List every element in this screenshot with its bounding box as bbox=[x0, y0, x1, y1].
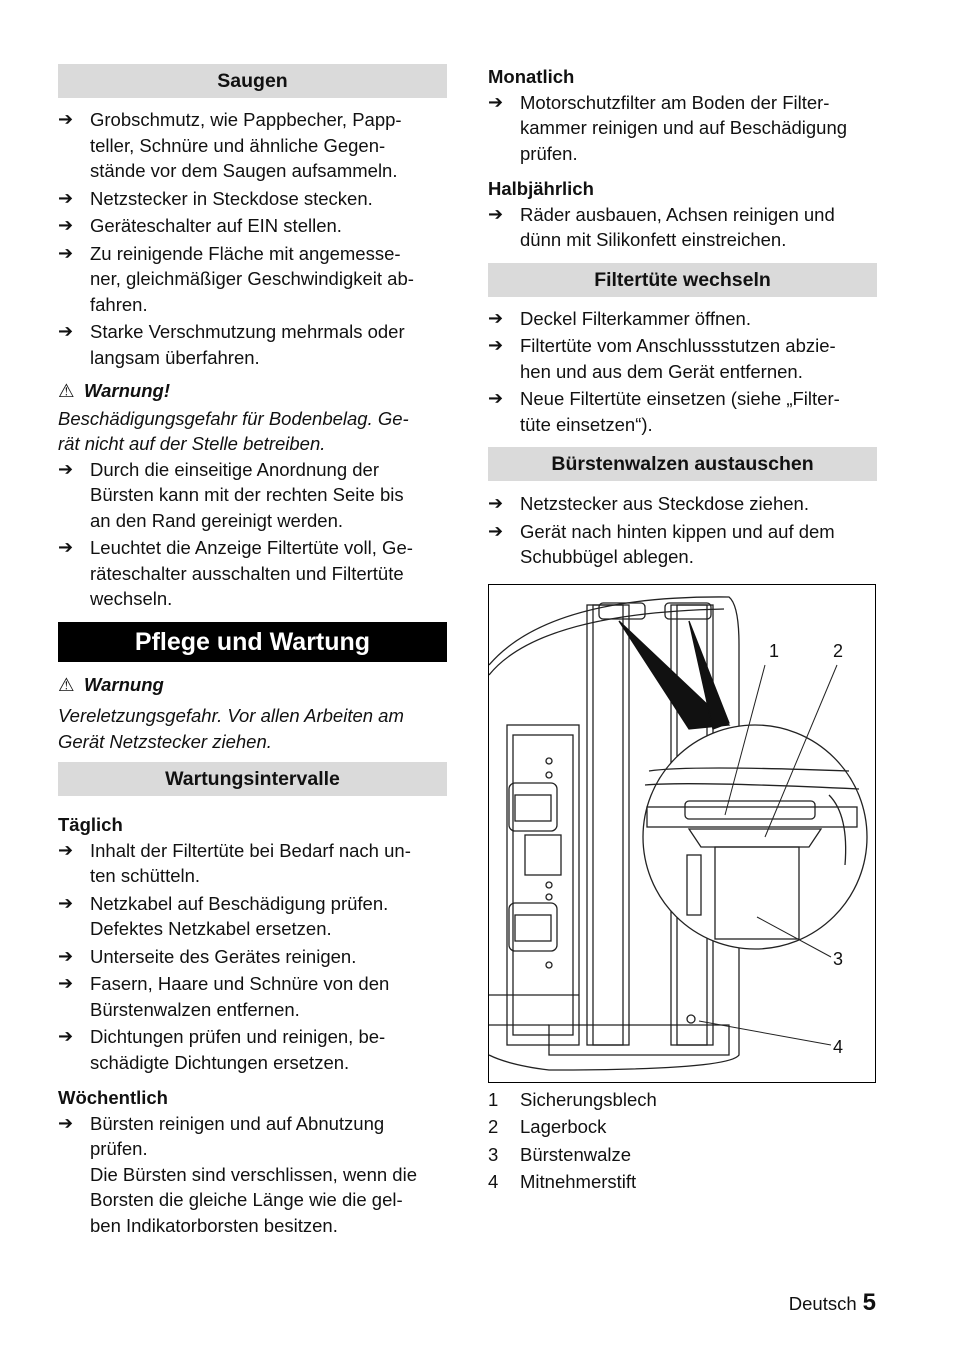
list-item-text: Leuchtet die Anzeige Filtertüte voll, Ge- räteschalter ausschalten und Filtertüte wechseln. bbox=[90, 537, 413, 609]
arrow-right-icon: ➔ bbox=[58, 458, 74, 479]
monatlich-list bbox=[488, 90, 877, 167]
list-item bbox=[58, 457, 447, 534]
list-item-text: Gerät nach hinten kippen und auf dem Schubbügel ablegen. bbox=[520, 520, 835, 567]
saugen-list-2 bbox=[58, 457, 447, 612]
list-item bbox=[488, 202, 877, 253]
brush-roller-illustration bbox=[489, 585, 875, 1082]
list-item-text: Starke Verschmutzung mehrmals oder langsam überfahren. bbox=[90, 321, 405, 368]
arrow-right-icon: ➔ bbox=[488, 91, 504, 112]
legend-row bbox=[488, 1114, 877, 1140]
list-item-text: Netzkabel auf Beschädigung prüfen. Defektes Netzkabel ersetzen. bbox=[90, 892, 389, 939]
page-footer bbox=[789, 1290, 876, 1317]
technical-drawing-brush-roller bbox=[488, 584, 876, 1083]
arrow-right-icon: ➔ bbox=[58, 839, 74, 860]
list-item-text: Bürsten reinigen und auf Abnutzung prüfen. Die Bürsten sind verschlissen, wenn die Borsten die gleiche Länge wie die gel- ben Indikatorborsten besitzen. bbox=[90, 1112, 417, 1236]
halbjaehrlich-list bbox=[488, 202, 877, 253]
arrow-right-icon: ➔ bbox=[488, 388, 504, 408]
list-item bbox=[488, 491, 877, 517]
subheading-monatlich: Monatlich bbox=[488, 66, 575, 87]
warning-heading-pflege: ⚠ Warnung bbox=[58, 672, 447, 698]
buerstenwalzen-list bbox=[488, 491, 877, 570]
callout-2: 2 bbox=[833, 640, 844, 661]
arrow-right-icon: ➔ bbox=[58, 242, 74, 263]
legend-label: Mitnehmerstift bbox=[520, 1171, 637, 1192]
right-column bbox=[488, 64, 877, 1197]
arrow-right-icon: ➔ bbox=[58, 215, 74, 235]
warning-heading-saugen: ⚠ Warnung! bbox=[58, 378, 447, 404]
list-item-text: Dichtungen prüfen und reinigen, be- schädigte Dichtungen ersetzen. bbox=[90, 1026, 386, 1073]
callout-1: 1 bbox=[769, 640, 780, 661]
warning-triangle-icon: ⚠ bbox=[58, 380, 75, 401]
list-item-text: Zu reinigende Fläche mit angemesse- ner, gleichmäßiger Geschwindigkeit ab- fahren. bbox=[90, 242, 414, 315]
list-item-text: Filtertüte vom Anschlussstutzen abzie- hen und aus dem Gerät entfernen. bbox=[520, 335, 836, 382]
section-heading-wartungsintervalle: Wartungsintervalle bbox=[58, 762, 447, 796]
list-item-text: Unterseite des Gerätes reinigen. bbox=[90, 945, 357, 967]
list-item bbox=[488, 333, 877, 384]
legend-label: Bürstenwalze bbox=[520, 1143, 632, 1165]
list-item-text: Netzstecker in Steckdose stecken. bbox=[90, 187, 373, 209]
list-item-text: Neue Filtertüte einsetzen (siehe „Filter- tüte einsetzen“). bbox=[520, 388, 840, 435]
arrow-right-icon: ➔ bbox=[58, 1026, 74, 1046]
list-item bbox=[58, 319, 447, 370]
arrow-right-icon: ➔ bbox=[58, 537, 74, 557]
legend-number: 4 bbox=[488, 1171, 499, 1192]
legend-label: Sicherungsblech bbox=[520, 1088, 657, 1110]
arrow-right-icon: ➔ bbox=[58, 187, 74, 208]
list-item bbox=[58, 213, 447, 239]
callout-3: 3 bbox=[833, 948, 844, 969]
list-item-text: Netzstecker aus Steckdose ziehen. bbox=[520, 493, 809, 514]
list-item-text: Inhalt der Filtertüte bei Bedarf nach un- ten schütteln. bbox=[90, 839, 411, 886]
arrow-right-icon: ➔ bbox=[488, 307, 504, 328]
arrow-right-icon: ➔ bbox=[58, 945, 74, 966]
legend-row bbox=[488, 1169, 877, 1195]
list-item-text: Geräteschalter auf EIN stellen. bbox=[90, 215, 342, 236]
list-item bbox=[58, 186, 447, 212]
list-item bbox=[58, 1024, 447, 1075]
section-heading-filtertuete: Filtertüte wechseln bbox=[488, 263, 877, 297]
figure-legend bbox=[488, 1087, 877, 1195]
footer-language: Deutsch bbox=[788, 1293, 857, 1314]
warning-text-pflege: Vereletzungsgefahr. Vor allen Arbeiten am Gerät Netzstecker ziehen. bbox=[58, 705, 404, 752]
section-heading-pflege: Pflege und Wartung bbox=[58, 622, 447, 662]
page-number: 5 bbox=[862, 1289, 876, 1316]
arrow-right-icon: ➔ bbox=[58, 973, 74, 993]
legend-number: 2 bbox=[488, 1116, 499, 1137]
arrow-right-icon: ➔ bbox=[58, 892, 74, 913]
warning-text-saugen: Beschädigungsgefahr für Bodenbelag. Ge- rät nicht auf der Stelle betreiben. bbox=[58, 407, 409, 454]
list-item-text: Motorschutzfilter am Boden der Filter- kammer reinigen und auf Beschädigung prüfen. bbox=[520, 91, 848, 164]
section-heading-buerstenwalzen: Bürstenwalzen austauschen bbox=[488, 447, 877, 481]
list-item bbox=[58, 944, 447, 970]
warning-triangle-icon: ⚠ bbox=[58, 673, 75, 695]
list-item bbox=[58, 107, 447, 184]
list-item bbox=[58, 1111, 447, 1239]
arrow-right-icon: ➔ bbox=[488, 520, 504, 541]
list-item bbox=[488, 306, 877, 332]
left-column bbox=[58, 64, 447, 1240]
callout-4: 4 bbox=[833, 1036, 844, 1057]
arrow-right-icon: ➔ bbox=[488, 203, 504, 224]
list-item bbox=[58, 241, 447, 318]
woechentlich-list bbox=[58, 1111, 447, 1239]
list-item-text: Deckel Filterkammer öffnen. bbox=[520, 307, 751, 329]
list-item bbox=[488, 90, 877, 167]
list-item bbox=[488, 386, 877, 437]
filtertuete-list bbox=[488, 306, 877, 438]
arrow-right-icon: ➔ bbox=[58, 109, 74, 129]
list-item-text: Durch die einseitige Anordnung der Bürsten kann mit der rechten Seite bis an den Rand gereinigt werden. bbox=[90, 458, 404, 531]
legend-row bbox=[488, 1087, 877, 1113]
legend-number: 3 bbox=[488, 1143, 499, 1165]
list-item-text: Grobschmutz, wie Pappbecher, Papp- teller, Schnüre und ähnliche Gegen- stände vor dem Saugen aufsammeln. bbox=[90, 109, 402, 181]
arrow-right-icon: ➔ bbox=[58, 321, 74, 341]
legend-number: 1 bbox=[488, 1088, 499, 1110]
list-item bbox=[488, 519, 877, 570]
taeglich-list bbox=[58, 838, 447, 1076]
subheading-halbjaehrlich: Halbjährlich bbox=[488, 178, 594, 199]
arrow-right-icon: ➔ bbox=[58, 1112, 74, 1133]
list-item bbox=[58, 838, 447, 889]
list-item bbox=[58, 971, 447, 1022]
list-item-text: Räder ausbauen, Achsen reinigen und dünn mit Silikonfett einstreichen. bbox=[520, 203, 835, 250]
subheading-taeglich: Täglich bbox=[58, 814, 123, 835]
legend-label: Lagerbock bbox=[520, 1116, 607, 1137]
arrow-right-icon: ➔ bbox=[488, 493, 504, 513]
list-item bbox=[58, 535, 447, 612]
section-heading-saugen: Saugen bbox=[58, 64, 447, 98]
list-item-text: Fasern, Haare und Schnüre von den Bürstenwalzen entfernen. bbox=[90, 973, 390, 1020]
legend-row bbox=[488, 1142, 877, 1168]
list-item bbox=[58, 891, 447, 942]
arrow-right-icon: ➔ bbox=[488, 335, 504, 355]
saugen-list bbox=[58, 107, 447, 370]
subheading-woechentlich: Wöchentlich bbox=[58, 1087, 168, 1108]
